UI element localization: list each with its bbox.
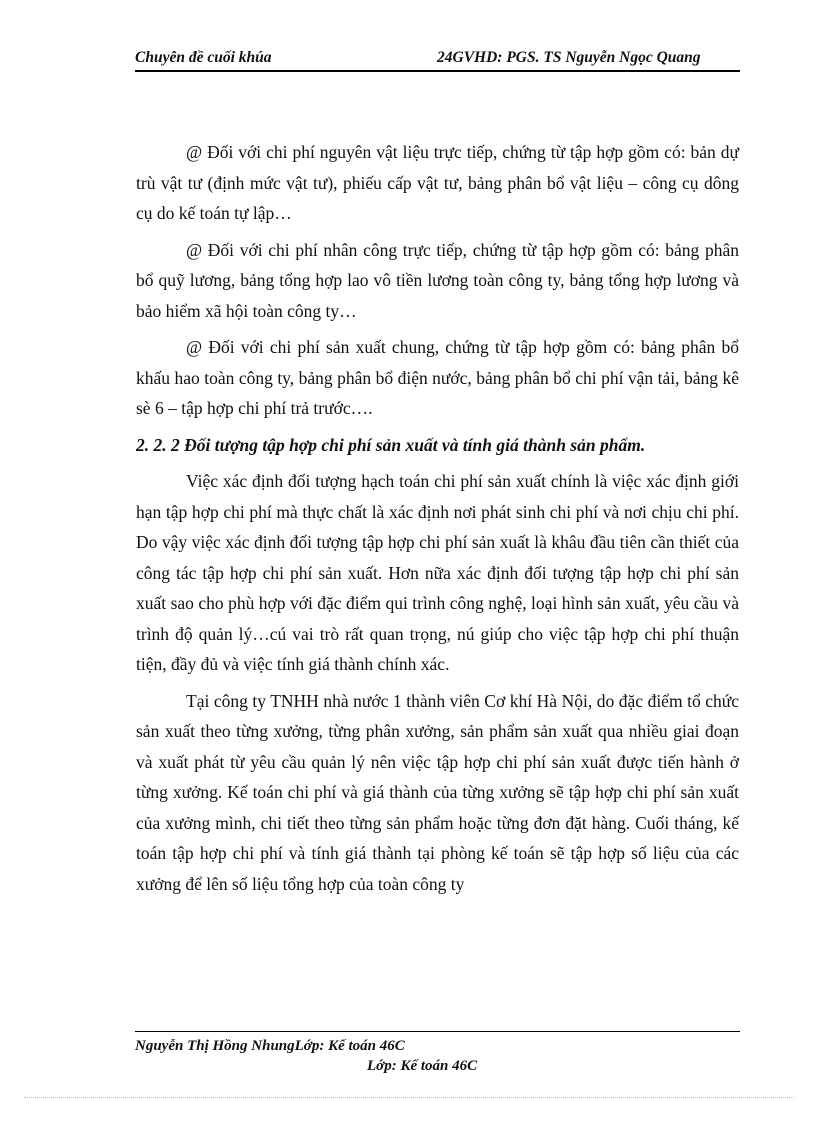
footer-class: Lớp: Kế toán 46C	[367, 1058, 478, 1074]
paragraph-labor-cost: @ Đối với chi phí nhân công trực tiếp, chứng từ tập hợp gồm có: bảng phân bổ quỹ lương, bảng tổng hợp lao vô tiền lương toàn công ty, bảng tổng hợp lương và bảo hiểm xã hội toàn công ty…	[136, 239, 739, 321]
page-body	[136, 137, 739, 905]
header-document-title: Chuyên đề cuối khúa	[135, 49, 272, 66]
page-bottom-divider	[24, 1097, 794, 1098]
page-header	[135, 48, 740, 72]
paragraph-overhead-cost: @ Đối với chi phí sản xuất chung, chứng từ tập hợp gồm có: bảng phân bổ khấu hao toàn công ty, bảng phân bổ điện nước, bảng phân bổ chi phí vận tải, bảng kê sè 6 – tập hợp chi phí trả trước….	[136, 337, 739, 418]
paragraph-cost-object: Việc xác định đối tượng hạch toán chi phí sản xuất chính là việc xác định giới hạn tập hợp chi phí mà thực chất là xác định nơi phát sinh chi phí và nơi chịu chi phí. Do vậy việc xác định đối tượng tập hợp chi phí sản xuất là khâu đầu tiên cần thiết của công tác tập hợp chi phí sản xuất. Hơn nữa xác định đối tượng tập hợp chi phí sản xuất sao cho phù hợp với đặc điểm qui trình công nghệ, loại hình sản xuất, yêu cầu và trình độ quản lý…cú vai trò rất quan trọng, nú giúp cho việc tập hợp chi phí thuận tiện, đầy đủ và việc tính giá thành chính xác.	[136, 471, 739, 674]
section-heading: 2. 2. 2 Đối tượng tập hợp chi phí sản xuất và tính giá thành sản phẩm.	[136, 434, 646, 455]
footer-author: Nguyễn Thị Hồng NhungLớp: Kế toán 46C	[135, 1038, 405, 1054]
paragraph-company-practice: Tại công ty TNHH nhà nước 1 thành viên Cơ khí Hà Nội, do đặc điểm tổ chức sản xuất theo từng xưởng, từng phân xưởng, sản phẩm sản xuất qua nhiều giai đoạn và xuất phát từ yêu cầu quản lý nên việc tập hợp chi phí sản xuất được tiến hành ở từng xưởng. Kế toán chi phí và giá thành của từng xưởng sẽ tập hợp chi phí sản xuất của xưởng mình, chi tiết theo từng sản phẩm hoặc từng đơn đặt hàng. Cuối tháng, kế toán tập hợp chi phí và tính giá thành tại phòng kế toán sẽ tập hợp số liệu của các xưởng để lên số liệu tổng hợp của toàn công ty	[136, 690, 739, 894]
page-footer	[135, 1031, 740, 1074]
paragraph-materials-cost: @ Đối với chi phí nguyên vật liệu trực tiếp, chứng từ tập hợp gồm có: bản dự trù vật tư (định mức vật tư), phiếu cấp vật tư, bảng phân bổ vật liệu – công cụ dông cụ do kế toán tự lập…	[136, 142, 739, 223]
header-supervisor: 24GVHD: PGS. TS Nguyễn Ngọc Quang	[437, 49, 701, 66]
